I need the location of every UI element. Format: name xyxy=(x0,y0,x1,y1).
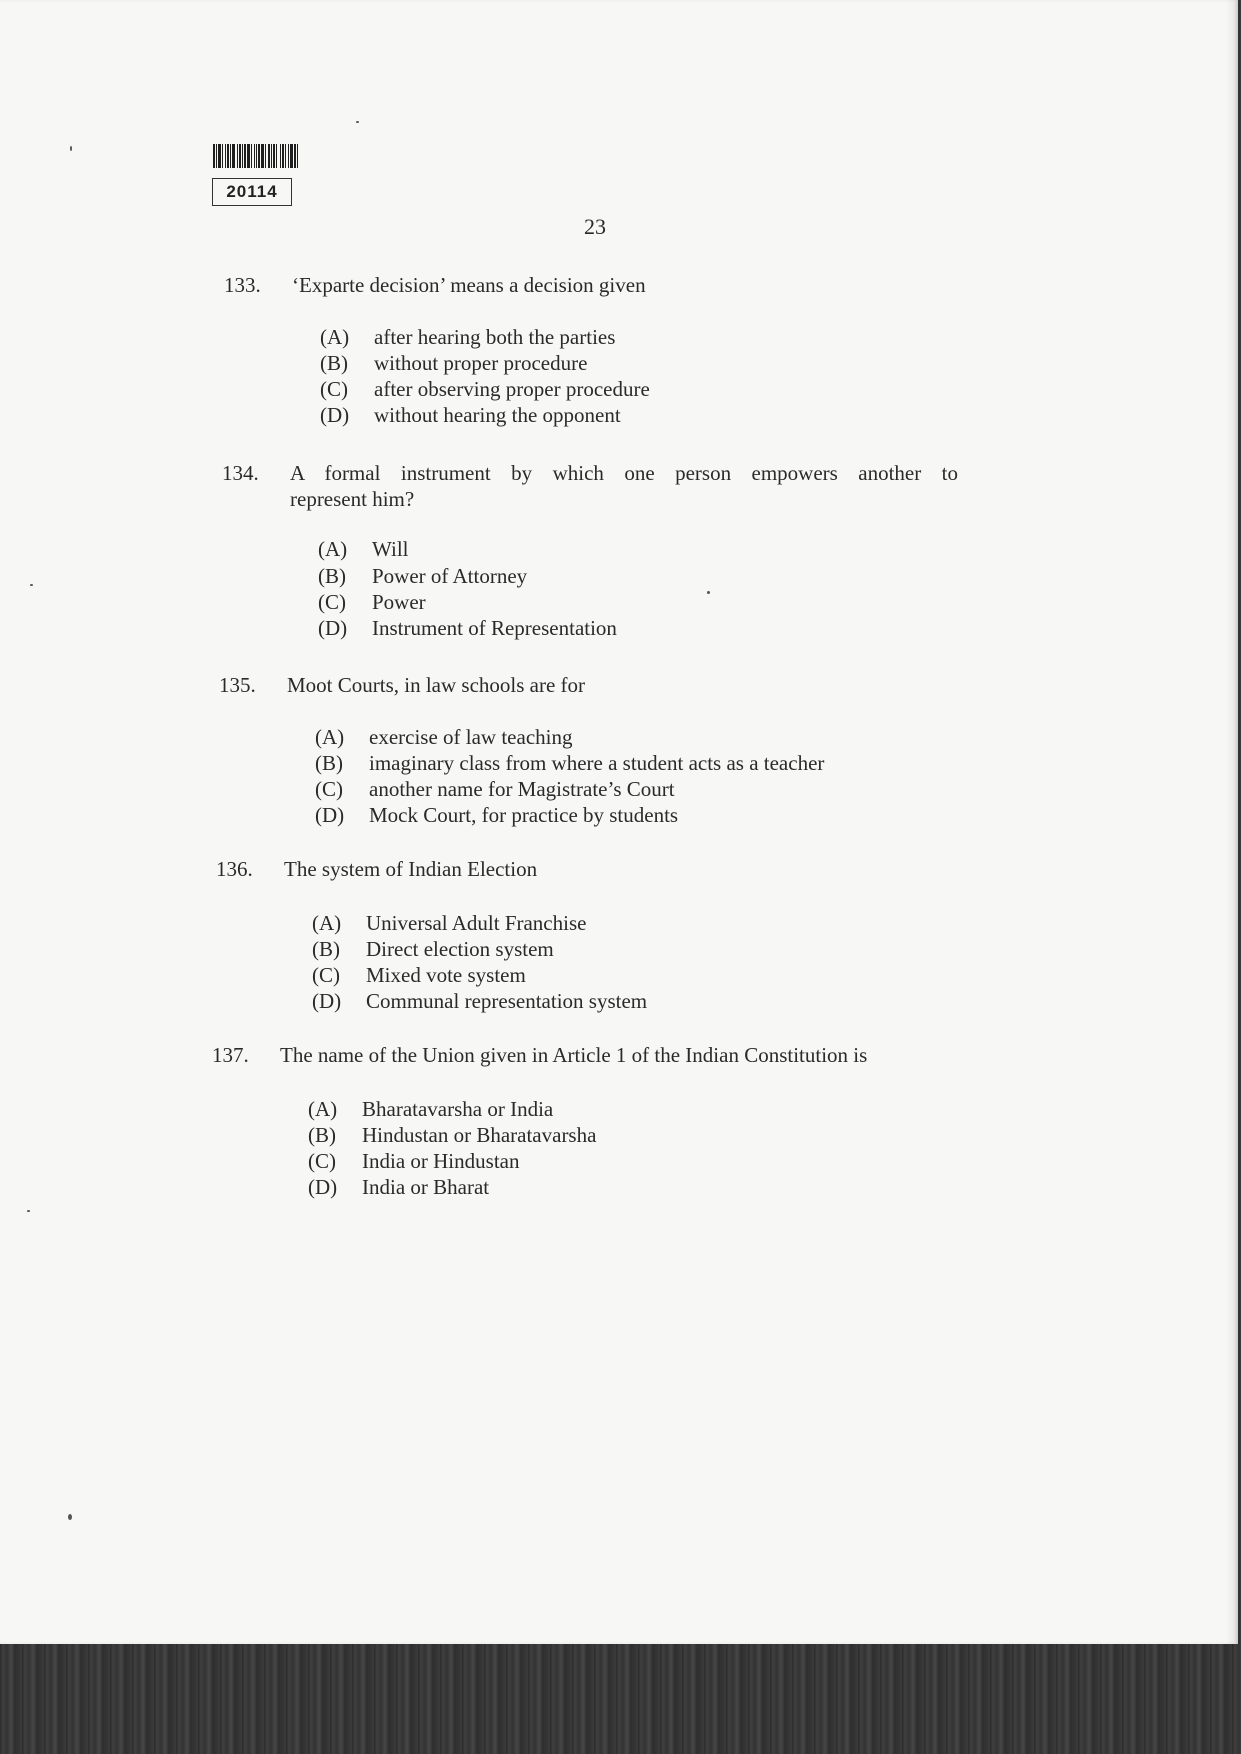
question-text-line-2: represent him? xyxy=(290,487,415,511)
option-label: (B) xyxy=(312,937,340,961)
question-number: 134. xyxy=(222,461,259,485)
option-text: Bharatavarsha or India xyxy=(362,1097,554,1121)
option-label: (B) xyxy=(320,351,348,375)
option-text: India or Hindustan xyxy=(362,1149,520,1173)
option-text: Direct election system xyxy=(366,937,554,961)
option-b xyxy=(308,1122,596,1148)
option-a xyxy=(320,324,615,350)
option-label: (A) xyxy=(315,725,345,749)
question-text: Moot Courts, in law schools are for xyxy=(287,673,586,697)
paper-code-box: 20114 xyxy=(212,178,292,206)
option-label: (D) xyxy=(318,616,348,640)
option-c xyxy=(315,776,675,802)
question-number: 135. xyxy=(219,673,256,697)
option-a xyxy=(315,724,572,750)
scan-speck xyxy=(27,1210,30,1212)
scan-speck xyxy=(30,584,33,586)
option-text: after hearing both the parties xyxy=(374,325,616,349)
option-text: without hearing the opponent xyxy=(374,403,621,427)
option-label: (D) xyxy=(308,1175,338,1199)
option-label: (B) xyxy=(315,751,343,775)
option-b xyxy=(320,350,587,376)
question-133 xyxy=(224,272,984,442)
scan-speck xyxy=(707,591,710,594)
option-b xyxy=(315,750,824,776)
option-label: (C) xyxy=(318,590,346,614)
option-text: another name for Magistrate’s Court xyxy=(369,777,675,801)
option-d xyxy=(320,402,621,428)
scanner-bed-strip xyxy=(0,1644,1241,1754)
option-d xyxy=(318,615,617,641)
question-number: 137. xyxy=(212,1043,249,1067)
option-label: (A) xyxy=(318,537,348,561)
option-label: (C) xyxy=(308,1149,336,1173)
option-label: (A) xyxy=(320,325,350,349)
option-a xyxy=(318,536,408,562)
scan-speck xyxy=(356,121,359,123)
question-text: ‘Exparte decision’ means a decision given xyxy=(292,273,646,297)
option-text: Power of Attorney xyxy=(372,564,528,588)
option-label: (A) xyxy=(312,911,342,935)
option-label: (D) xyxy=(320,403,350,427)
option-label: (B) xyxy=(318,564,346,588)
scan-speck xyxy=(68,1514,72,1520)
question-text: The name of the Union given in Article 1 of the Indian Constitution is xyxy=(280,1043,868,1067)
option-text: Mock Court, for practice by students xyxy=(369,803,679,827)
option-text: without proper procedure xyxy=(374,351,588,375)
question-134 xyxy=(222,460,962,650)
question-136 xyxy=(216,856,976,1026)
option-d xyxy=(308,1174,489,1200)
option-text: Hindustan or Bharatavarsha xyxy=(362,1123,597,1147)
option-d xyxy=(315,802,678,828)
option-text: India or Bharat xyxy=(362,1175,490,1199)
option-text: Will xyxy=(372,537,409,561)
barcode-bar xyxy=(298,144,299,168)
option-label: (C) xyxy=(315,777,343,801)
option-text: Instrument of Representation xyxy=(372,616,617,640)
option-c xyxy=(312,962,526,988)
option-text: imaginary class from where a student acts as a teacher xyxy=(369,751,825,775)
option-text: Communal representation system xyxy=(366,989,648,1013)
option-b xyxy=(318,563,527,589)
option-label: (C) xyxy=(312,963,340,987)
option-c xyxy=(318,589,426,615)
option-b xyxy=(312,936,554,962)
option-c xyxy=(320,376,650,402)
option-label: (D) xyxy=(315,803,345,827)
question-text: The system of Indian Election xyxy=(284,857,538,881)
page-number: 23 xyxy=(584,214,606,239)
option-label: (C) xyxy=(320,377,348,401)
question-number: 133. xyxy=(224,273,261,297)
question-text-line-1: A formal instrument by which one person empowers another to xyxy=(290,461,958,485)
question-135 xyxy=(219,672,979,842)
question-number: 136. xyxy=(216,857,253,881)
option-label: (A) xyxy=(308,1097,338,1121)
option-c xyxy=(308,1148,519,1174)
question-137 xyxy=(212,1042,992,1212)
option-label: (D) xyxy=(312,989,342,1013)
page-edge-shadow xyxy=(1226,0,1240,1644)
option-label: (B) xyxy=(308,1123,336,1147)
option-a xyxy=(308,1096,553,1122)
option-text: Power xyxy=(372,590,426,614)
option-text: Universal Adult Franchise xyxy=(366,911,587,935)
option-text: after observing proper procedure xyxy=(374,377,650,401)
barcode xyxy=(213,144,345,168)
option-text: Mixed vote system xyxy=(366,963,526,987)
scan-speck xyxy=(70,146,72,151)
option-d xyxy=(312,988,647,1014)
option-text: exercise of law teaching xyxy=(369,725,573,749)
option-a xyxy=(312,910,586,936)
